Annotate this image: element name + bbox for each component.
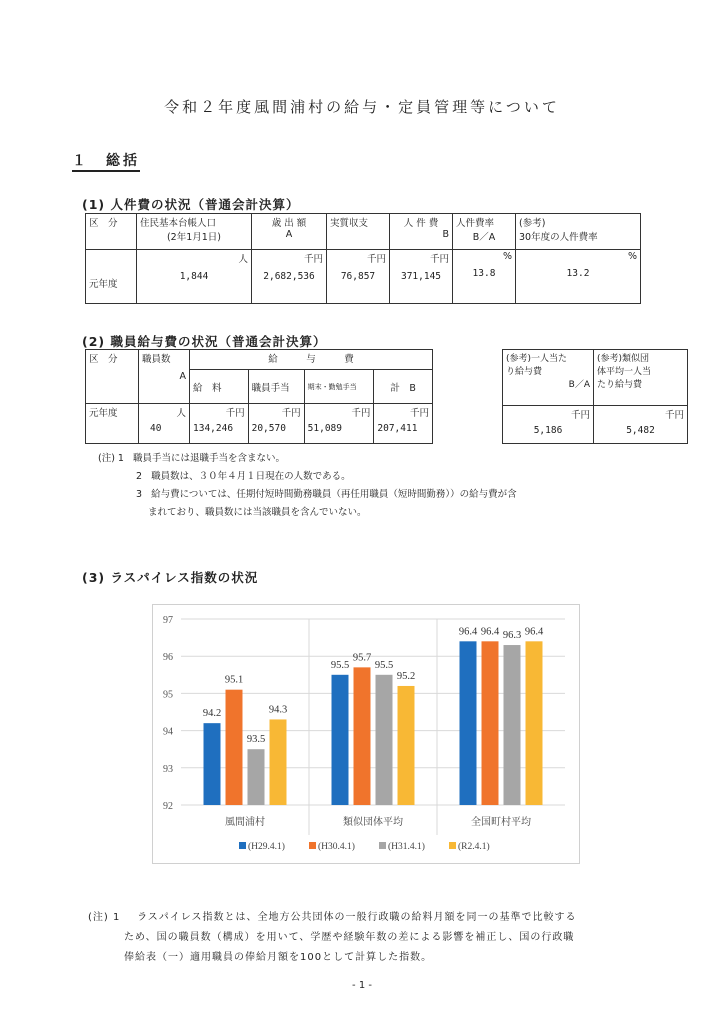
y-tick-label: 94 [163, 726, 173, 738]
legend-swatch [309, 842, 316, 849]
cell-population: 人 1,844 [137, 250, 252, 304]
legend-swatch [379, 842, 386, 849]
header-kubun: 区 分 [86, 214, 137, 250]
bar [332, 675, 349, 805]
x-tick-label: 類似団体平均 [343, 817, 403, 828]
legend-label: (R2.4.1) [458, 842, 490, 852]
cell-per-capita: 千円 5,186 [503, 406, 594, 444]
note-3-cont: まれており、職員数には当該職員を含んでいない。 [148, 507, 367, 518]
personnel-expense-table [85, 213, 641, 304]
y-tick-label: 92 [163, 801, 173, 812]
header-sum: 計 B [374, 370, 433, 404]
bar [270, 719, 287, 805]
cell-bonus: 千円 51,089 [304, 404, 374, 444]
cell-staff-count: 人 40 [139, 404, 190, 444]
cell-expenditure: 千円 2,682,536 [252, 250, 327, 304]
bar-value-label: 96.3 [502, 630, 522, 642]
header-reference: (参考) 30年度の人件費率 [516, 214, 641, 250]
bar-value-label: 95.1 [224, 674, 244, 686]
row-label: 元年度 [86, 250, 137, 304]
y-tick-label: 95 [163, 689, 173, 701]
cell-similar-avg: 千円 5,482 [594, 406, 688, 444]
cell-sum: 千円 207,411 [374, 404, 433, 444]
header-allowance: 職員手当 [248, 370, 304, 404]
header-salary-total: 給 与 費 [190, 350, 433, 370]
header-personnel-ratio: 人件費率 B／A [453, 214, 516, 250]
laspeyres-chart [152, 604, 580, 864]
footnote-line-2: ため、国の職員数（構成）を用いて、学歴や経験年数の差による影響を補正し、国の行政職 [124, 932, 575, 943]
note-1: (注) 1 職員手当には退職手当を含まない。 [98, 453, 286, 464]
bar [526, 641, 543, 805]
header-kubun-2: 区 分 [86, 350, 139, 404]
cell-allowance: 千円 20,570 [248, 404, 304, 444]
bar-value-label: 93.5 [246, 734, 266, 746]
bar [504, 645, 521, 805]
bar-value-label: 94.3 [268, 704, 288, 716]
legend-label: (H29.4.1) [248, 842, 285, 852]
x-tick-label: 全国町村平均 [471, 817, 531, 828]
bar [204, 723, 221, 805]
note-2: 2 職員数は、３０年４月１日現在の人数である。 [136, 471, 351, 482]
header-real-balance: 実質収支 [327, 214, 390, 250]
cell-reference-ratio: % 13.2 [516, 250, 641, 304]
bar [460, 641, 477, 805]
chart-svg [153, 605, 579, 863]
bar [354, 667, 371, 805]
bar [398, 686, 415, 805]
header-bonus: 期末・勤勉手当 [304, 370, 374, 404]
header-population: 住民基本台帳人口 (2年1月1日) [137, 214, 252, 250]
bar-value-label: 96.4 [524, 626, 544, 638]
bar-value-label: 96.4 [458, 626, 478, 638]
cell-personnel-ratio: % 13.8 [453, 250, 516, 304]
bar-value-label: 96.4 [480, 626, 500, 638]
page-title: 令和２年度風間浦村の給与・定員管理等について [164, 98, 560, 116]
header-staff-count: 職員数 A [139, 350, 190, 404]
reference-salary-table [502, 349, 688, 444]
header-per-capita: (参考)一人当た り給与費 B／A [503, 350, 594, 406]
row-label-2: 元年度 [86, 404, 139, 444]
bar-value-label: 95.2 [396, 670, 416, 682]
chart-footnote [88, 908, 688, 968]
y-tick-label: 97 [163, 615, 173, 626]
staff-salary-table [85, 349, 433, 444]
subsection-heading-1: (1) 人件費の状況（普通会計決算） [82, 197, 300, 212]
footnote-line-3: 俸給表（一）適用職員の俸給月額を100として計算した指数。 [124, 952, 433, 963]
header-expenditure: 歳 出 額 A [252, 214, 327, 250]
subsection-heading-2: (2) 職員給与費の状況（普通会計決算） [82, 334, 327, 349]
legend-swatch [449, 842, 456, 849]
header-base-salary: 給 料 [190, 370, 249, 404]
legend-label: (H30.4.1) [318, 842, 355, 852]
header-similar-avg: (参考)類似団 体平均一人当 たり給与費 [594, 350, 688, 406]
legend-label: (H31.4.1) [388, 842, 425, 852]
bar-value-label: 95.5 [374, 659, 394, 671]
bar-value-label: 94.2 [202, 708, 222, 720]
x-tick-label: 風間浦村 [225, 817, 265, 828]
bar [376, 675, 393, 805]
bar [482, 641, 499, 805]
bar [248, 749, 265, 805]
table-notes [98, 450, 678, 522]
subsection-heading-3: (3) ラスパイレス指数の状況 [82, 570, 259, 585]
legend-swatch [239, 842, 246, 849]
note-3: 3 給与費については、任期付短時間勤務職員（再任用職員（短時間勤務））の給与費が含 [136, 489, 517, 500]
bar-value-label: 95.7 [352, 652, 372, 664]
section-heading: １ 総括 [72, 150, 140, 170]
page-number: - 1 - [352, 980, 372, 991]
cell-personnel-cost: 千円 371,145 [390, 250, 453, 304]
footnote-line-1: (注) 1 ラスパイレス指数とは、全地方公共団体の一般行政職の給料月額を同一の基準で比較する [88, 912, 577, 923]
cell-base-salary: 千円 134,246 [190, 404, 249, 444]
y-tick-label: 93 [163, 763, 173, 775]
bar-value-label: 95.5 [330, 659, 350, 671]
y-tick-label: 96 [163, 652, 173, 664]
bar [226, 690, 243, 805]
cell-real-balance: 千円 76,857 [327, 250, 390, 304]
header-personnel-cost: 人 件 費 B [390, 214, 453, 250]
